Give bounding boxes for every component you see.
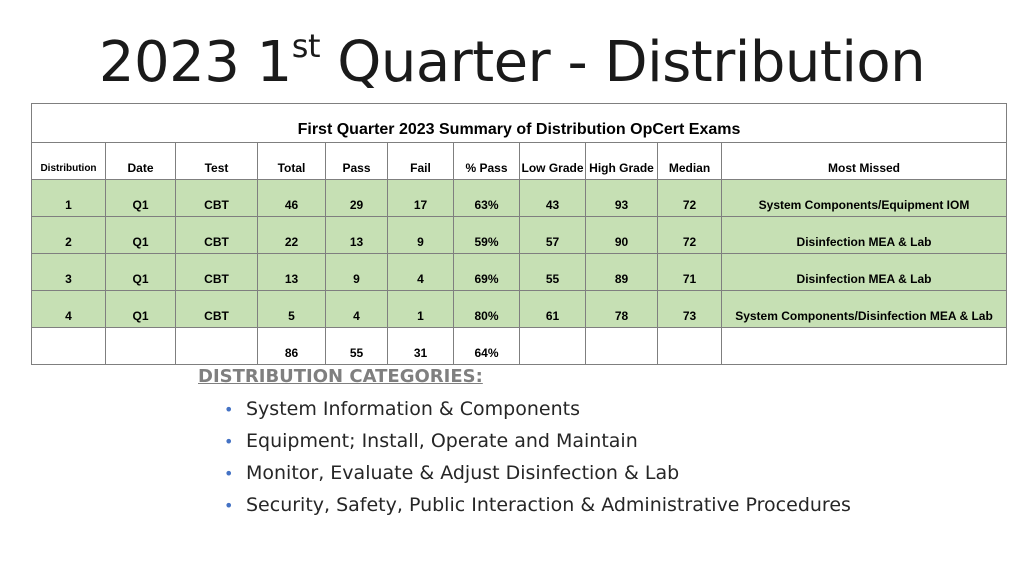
table-row bbox=[32, 217, 1007, 254]
totals-cell: 64% bbox=[454, 328, 520, 365]
table-cell: 13 bbox=[326, 217, 388, 254]
title-prefix: 2023 1 bbox=[98, 30, 292, 95]
title-superscript: st bbox=[291, 27, 320, 65]
table-row bbox=[32, 254, 1007, 291]
table-cell: 29 bbox=[326, 180, 388, 217]
table-cell: Disinfection MEA & Lab bbox=[722, 254, 1007, 291]
list-item-label: Security, Safety, Public Interaction & Administrative Procedures bbox=[246, 494, 851, 516]
table-cell: 46 bbox=[258, 180, 326, 217]
bullet-icon: • bbox=[224, 496, 234, 515]
bullet-icon: • bbox=[224, 432, 234, 451]
summary-table bbox=[31, 103, 1007, 365]
totals-cell bbox=[176, 328, 258, 365]
table-cell: 4 bbox=[388, 254, 454, 291]
distribution-categories bbox=[198, 366, 851, 521]
table-cell: 63% bbox=[454, 180, 520, 217]
totals-cell bbox=[520, 328, 586, 365]
table-row bbox=[32, 291, 1007, 328]
totals-cell bbox=[658, 328, 722, 365]
table-cell: CBT bbox=[176, 217, 258, 254]
table-cell: 4 bbox=[32, 291, 106, 328]
table-cell: 5 bbox=[258, 291, 326, 328]
table-cell: 71 bbox=[658, 254, 722, 291]
table-cell: Q1 bbox=[106, 291, 176, 328]
totals-cell bbox=[722, 328, 1007, 365]
table-header-row bbox=[32, 143, 1007, 180]
list-item bbox=[224, 457, 851, 489]
table-row bbox=[32, 180, 1007, 217]
table-cell: 1 bbox=[32, 180, 106, 217]
title-suffix: Quarter - Distribution bbox=[320, 30, 926, 95]
table-cell: 57 bbox=[520, 217, 586, 254]
categories-heading: DISTRIBUTION CATEGORIES: bbox=[198, 366, 483, 387]
table-cell: 93 bbox=[586, 180, 658, 217]
categories-list bbox=[198, 393, 851, 521]
header-cell: High Grade bbox=[586, 143, 658, 180]
bullet-icon: • bbox=[224, 400, 234, 419]
table-cell: 69% bbox=[454, 254, 520, 291]
table-cell: CBT bbox=[176, 254, 258, 291]
table-cell: 22 bbox=[258, 217, 326, 254]
table-totals-row bbox=[32, 328, 1007, 365]
list-item bbox=[224, 425, 851, 457]
table-cell: 2 bbox=[32, 217, 106, 254]
table-cell: 72 bbox=[658, 180, 722, 217]
list-item bbox=[224, 393, 851, 425]
table-cell: 61 bbox=[520, 291, 586, 328]
totals-cell bbox=[106, 328, 176, 365]
totals-cell: 86 bbox=[258, 328, 326, 365]
slide-title bbox=[0, 27, 1024, 95]
list-item-label: System Information & Components bbox=[246, 398, 580, 420]
table-cell: 3 bbox=[32, 254, 106, 291]
header-cell: % Pass bbox=[454, 143, 520, 180]
table-cell: 78 bbox=[586, 291, 658, 328]
table-cell: CBT bbox=[176, 291, 258, 328]
list-item-label: Equipment; Install, Operate and Maintain bbox=[246, 430, 638, 452]
header-cell: Pass bbox=[326, 143, 388, 180]
table-cell: System Components/Disinfection MEA & Lab bbox=[722, 291, 1007, 328]
table-cell: 59% bbox=[454, 217, 520, 254]
table-cell: 89 bbox=[586, 254, 658, 291]
table-cell: 4 bbox=[326, 291, 388, 328]
table-cell: 9 bbox=[388, 217, 454, 254]
table-cell: 17 bbox=[388, 180, 454, 217]
totals-cell: 55 bbox=[326, 328, 388, 365]
table-cell: CBT bbox=[176, 180, 258, 217]
table-cell: 9 bbox=[326, 254, 388, 291]
header-cell: Date bbox=[106, 143, 176, 180]
table-cell: Disinfection MEA & Lab bbox=[722, 217, 1007, 254]
table-caption: First Quarter 2023 Summary of Distribution OpCert Exams bbox=[32, 104, 1007, 143]
table-cell: 55 bbox=[520, 254, 586, 291]
totals-cell: 31 bbox=[388, 328, 454, 365]
totals-cell bbox=[586, 328, 658, 365]
header-cell: Test bbox=[176, 143, 258, 180]
header-cell: Fail bbox=[388, 143, 454, 180]
table-cell: 72 bbox=[658, 217, 722, 254]
table-cell: Q1 bbox=[106, 180, 176, 217]
header-cell: Median bbox=[658, 143, 722, 180]
table-cell: 90 bbox=[586, 217, 658, 254]
header-cell: Total bbox=[258, 143, 326, 180]
header-cell: Distribution bbox=[32, 143, 106, 180]
table-cell: System Components/Equipment IOM bbox=[722, 180, 1007, 217]
list-item bbox=[224, 489, 851, 521]
table-cell: 13 bbox=[258, 254, 326, 291]
bullet-icon: • bbox=[224, 464, 234, 483]
table-caption-row bbox=[32, 104, 1007, 143]
table-cell: 43 bbox=[520, 180, 586, 217]
table-cell: 1 bbox=[388, 291, 454, 328]
table-cell: Q1 bbox=[106, 254, 176, 291]
table-cell: 80% bbox=[454, 291, 520, 328]
header-cell: Most Missed bbox=[722, 143, 1007, 180]
list-item-label: Monitor, Evaluate & Adjust Disinfection & Lab bbox=[246, 462, 680, 484]
table-cell: Q1 bbox=[106, 217, 176, 254]
totals-cell bbox=[32, 328, 106, 365]
table-cell: 73 bbox=[658, 291, 722, 328]
header-cell: Low Grade bbox=[520, 143, 586, 180]
